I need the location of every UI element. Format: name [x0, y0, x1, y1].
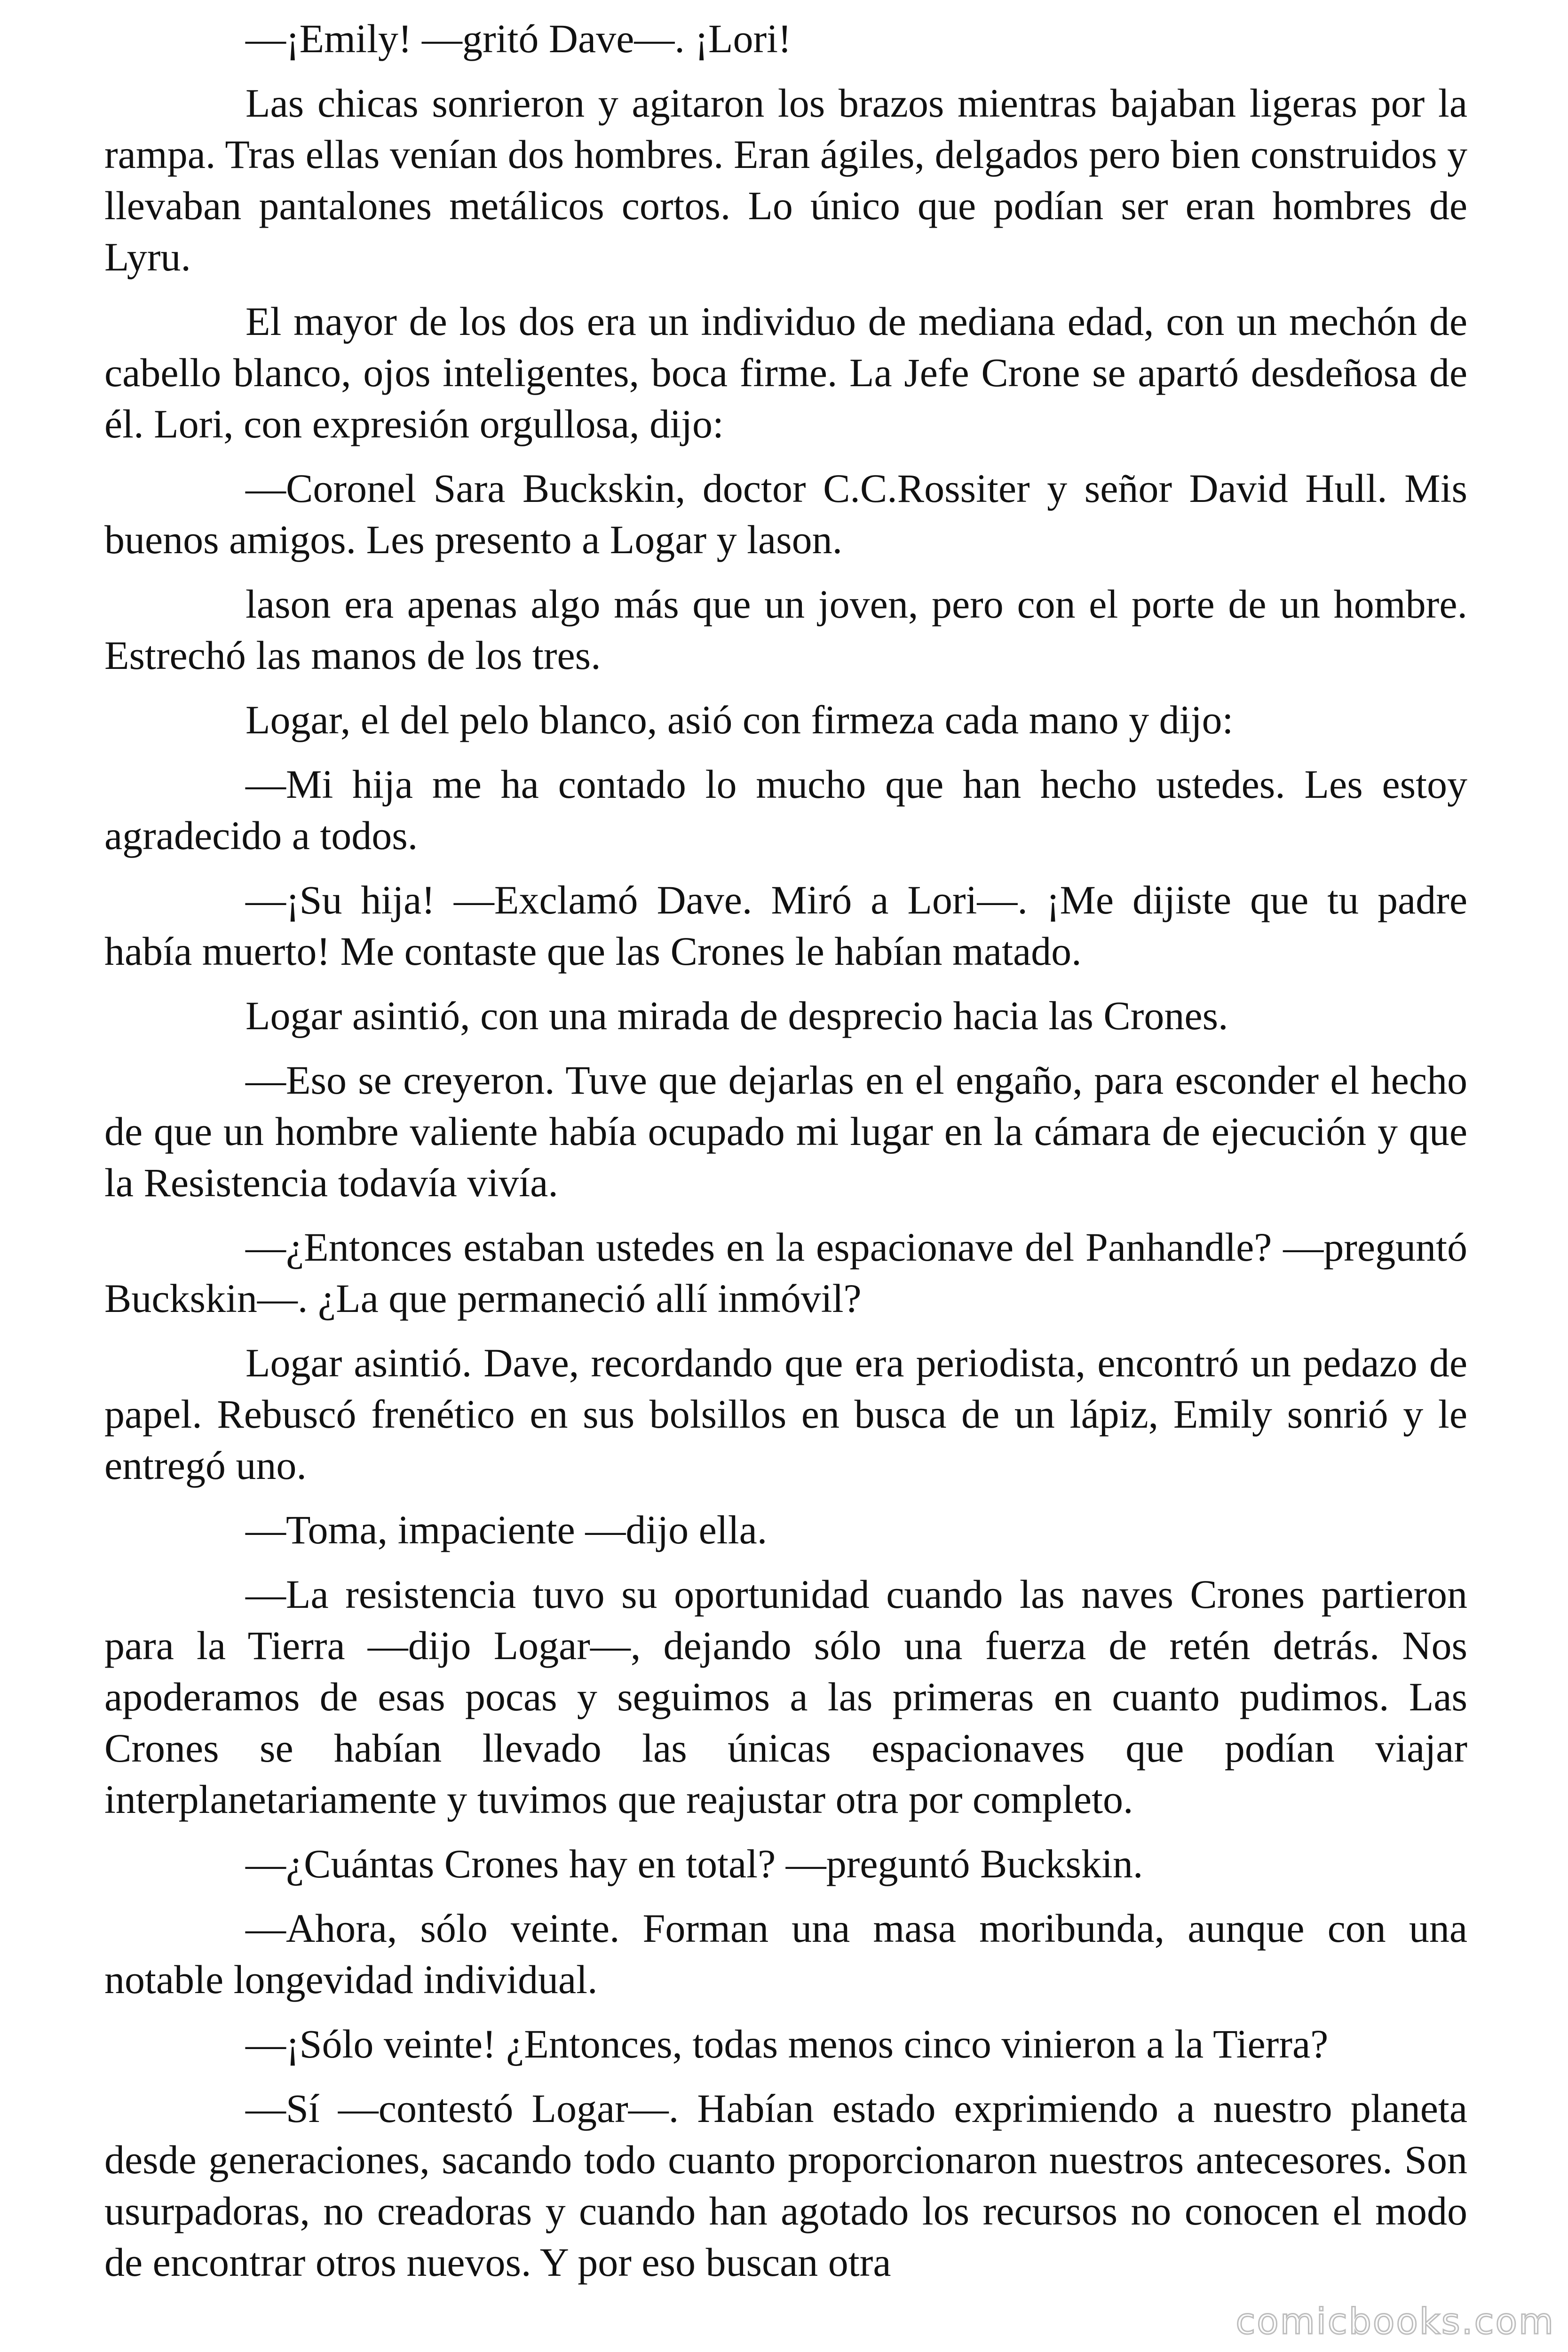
paragraph-5: lason era apenas algo más que un joven, pero con el porte de un hombre. Estrechó las manos de los tres. [104, 581, 1467, 678]
paragraph-14: —La resistencia tuvo su oportunidad cuando las naves Crones partieron para la Tierra —dijo Logar—, dejando sólo una fuerza de retén detrás. Nos apoderamos de esas pocas y seguimos a las primeras en cuanto pudimos. Las Crones se habían llevado las únicas espacionaves que podían viajar interplanetariamente y tuvimos que reajustar otra por completo. [104, 1572, 1467, 1822]
paragraph-4: —Coronel Sara Buckskin, doctor C.C.Rossiter y señor David Hull. Mis buenos amigos. Les presento a Logar y lason. [104, 466, 1467, 562]
paragraph-2: Las chicas sonrieron y agitaron los brazos mientras bajaban ligeras por la rampa. Tras ellas venían dos hombres. Eran ágiles, delgados pero bien construidos y llevaban pantalones metálicos cortos. Lo único que podían ser eran hombres de Lyru. [104, 80, 1467, 279]
paragraph-17: —¡Sólo veinte! ¿Entonces, todas menos cinco vinieron a la Tierra? [245, 2021, 1329, 2066]
paragraph-18: —Sí —contestó Logar—. Habían estado exprimiendo a nuestro planeta desde generaciones, sacando todo cuanto proporcionaron nuestros antecesores. Son usurpadoras, no creadoras y cuando han agotado los recursos no conocen el modo de encontrar otros nuevos. Y por eso buscan otra [104, 2086, 1467, 2285]
paragraph-16: —Ahora, sólo veinte. Forman una masa moribunda, aunque con una notable longevidad individual. [104, 1906, 1467, 2002]
paragraph-1: —¡Emily! —gritó Dave—. ¡Lori! [245, 16, 792, 61]
paragraph-11: —¿Entonces estaban ustedes en la espacionave del Panhandle? —preguntó Buckskin—. ¿La que permaneció allí inmóvil? [104, 1224, 1467, 1321]
text-body [104, 13, 1467, 2288]
paragraph-8: —¡Su hija! —Exclamó Dave. Miró a Lori—. ¡Me dijiste que tu padre había muerto! Me contaste que las Crones le habían matado. [104, 877, 1467, 974]
paragraph-3: El mayor de los dos era un individuo de mediana edad, con un mechón de cabello blanco, ojos inteligentes, boca firme. La Jefe Crone se apartó desdeñosa de él. Lori, con expresión orgullosa, dijo: [104, 299, 1467, 446]
paragraph-10: —Eso se creyeron. Tuve que dejarlas en el engaño, para esconder el hecho de que un hombre valiente había ocupado mi lugar en la cámara de ejecución y que la Resistencia todavía vivía. [104, 1057, 1467, 1205]
paragraph-13: —Toma, impaciente —dijo ella. [245, 1507, 768, 1552]
paragraph-7: —Mi hija me ha contado lo mucho que han hecho ustedes. Les estoy agradecido a todos. [104, 762, 1467, 858]
paragraph-6: Logar, el del pelo blanco, asió con firmeza cada mano y dijo: [245, 697, 1234, 742]
watermark: comicbooks.com [1235, 2300, 1555, 2342]
paragraph-12: Logar asintió. Dave, recordando que era periodista, encontró un pedazo de papel. Rebuscó frenético en sus bolsillos en busca de un lápiz, Emily sonrió y le entregó uno. [104, 1340, 1467, 1488]
paragraph-9: Logar asintió, con una mirada de desprecio hacia las Crones. [245, 993, 1228, 1038]
paragraph-15: —¿Cuántas Crones hay en total? —preguntó Buckskin. [245, 1841, 1143, 1886]
